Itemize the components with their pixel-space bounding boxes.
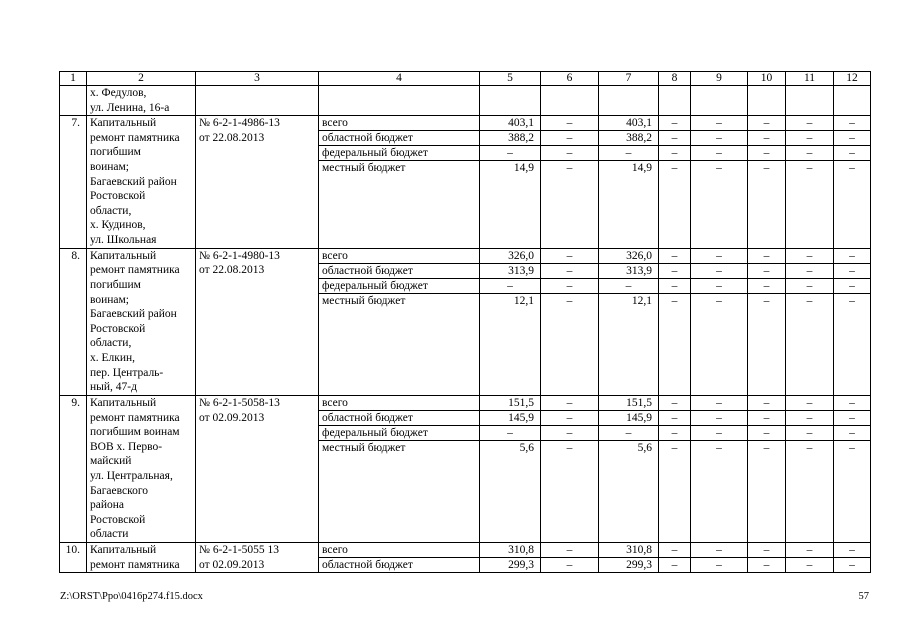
amount-cell: – (541, 146, 599, 161)
amount-cell: 151,5 (599, 395, 659, 410)
empty-cell (196, 86, 319, 116)
amount-cell: – (786, 278, 834, 293)
column-header: 6 (541, 72, 599, 86)
object-description-line: х. Кудинов, (90, 219, 146, 232)
object-description-line: погибшим (90, 146, 141, 159)
object-description-line: майский (90, 455, 132, 468)
object-description-line: пер. Централь- (90, 366, 164, 379)
amount-cell: – (748, 543, 786, 558)
object-description-line: воинам; (90, 160, 129, 173)
amount-cell: – (541, 116, 599, 131)
amount-cell: – (659, 395, 691, 410)
amount-cell: – (786, 263, 834, 278)
amount-cell: – (748, 248, 786, 263)
amount-cell: – (659, 248, 691, 263)
amount-cell: – (659, 425, 691, 440)
expertise-conclusion-line: от 22.08.2013 (199, 264, 265, 277)
amount-cell: – (659, 410, 691, 425)
amount-cell: – (541, 293, 599, 395)
amount-cell: – (691, 410, 748, 425)
row-number: 10. (60, 543, 87, 573)
object-description-line: Ростовской (90, 190, 146, 203)
amount-cell: – (541, 440, 599, 542)
amount-cell: 310,8 (599, 543, 659, 558)
empty-cell (319, 86, 480, 116)
amount-cell: – (691, 131, 748, 146)
amount-cell: – (659, 543, 691, 558)
amount-cell: – (659, 440, 691, 542)
amount-cell: – (691, 558, 748, 573)
expertise-conclusion-line: от 02.09.2013 (199, 411, 265, 424)
amount-cell: – (786, 131, 834, 146)
object-description-line: ремонт памятника (90, 264, 180, 277)
empty-cell (834, 86, 871, 116)
amount-cell: – (691, 116, 748, 131)
empty-cell (599, 86, 659, 116)
amount-cell: – (786, 161, 834, 249)
column-header: 12 (834, 72, 871, 86)
amount-cell: – (834, 395, 871, 410)
object-description-line: района (90, 499, 125, 512)
expertise-conclusion-line: от 22.08.2013 (199, 131, 265, 144)
funding-source: федеральный бюджет (319, 146, 480, 161)
amount-cell: – (599, 146, 659, 161)
object-description-line: ул. Центральная, (90, 469, 173, 482)
amount-cell: – (541, 161, 599, 249)
column-header: 11 (786, 72, 834, 86)
funding-source: федеральный бюджет (319, 425, 480, 440)
amount-cell: – (786, 146, 834, 161)
column-header: 2 (87, 72, 196, 86)
table-body (60, 86, 871, 573)
amount-cell: – (659, 161, 691, 249)
object-description-line: ремонт памятника (90, 411, 180, 424)
amount-cell: – (834, 425, 871, 440)
amount-cell: 403,1 (599, 116, 659, 131)
amount-cell: – (659, 116, 691, 131)
amount-cell: 14,9 (480, 161, 541, 249)
object-description-line: Багаевского (90, 484, 149, 497)
empty-cell (541, 86, 599, 116)
amount-cell: – (691, 146, 748, 161)
object-description (87, 395, 196, 542)
amount-cell: – (541, 263, 599, 278)
object-description-line: Багаевский район (90, 308, 177, 321)
object-description-line: Капитальный (90, 117, 157, 130)
row-number: 9. (60, 395, 87, 542)
amount-cell: – (748, 558, 786, 573)
object-description-line: погибшим (90, 278, 141, 291)
empty-cell (659, 86, 691, 116)
amount-cell: – (659, 146, 691, 161)
amount-cell: – (786, 558, 834, 573)
amount-cell: – (786, 410, 834, 425)
table-row (60, 395, 871, 410)
object-description-line: области, (90, 337, 132, 350)
amount-cell: 388,2 (480, 131, 541, 146)
amount-cell: – (541, 395, 599, 410)
table-row (60, 543, 871, 558)
amount-cell: – (748, 146, 786, 161)
object-description-line: ремонт памятника (90, 558, 180, 571)
amount-cell: – (599, 278, 659, 293)
amount-cell: – (691, 293, 748, 395)
object-description-line: ВОВ х. Перво- (90, 440, 163, 453)
amount-cell: – (834, 293, 871, 395)
funding-source: федеральный бюджет (319, 278, 480, 293)
amount-cell: 326,0 (599, 248, 659, 263)
amount-cell: 5,6 (480, 440, 541, 542)
expertise-conclusion-line: № 6-2-1-4980-13 (199, 249, 280, 262)
object-description-line: области (90, 528, 129, 541)
amount-cell: – (786, 425, 834, 440)
expertise-conclusion-line: № 6-2-1-5058-13 (199, 396, 280, 409)
object-description (87, 86, 196, 116)
amount-cell: – (541, 425, 599, 440)
amount-cell: – (691, 263, 748, 278)
amount-cell: – (786, 116, 834, 131)
amount-cell: – (541, 410, 599, 425)
amount-cell: – (748, 161, 786, 249)
column-number-header (60, 72, 871, 86)
object-description-line: ул. Школьная (90, 233, 157, 246)
amount-cell: – (834, 558, 871, 573)
amount-cell: – (834, 116, 871, 131)
object-description-line: Багаевский район (90, 175, 177, 188)
amount-cell: – (691, 278, 748, 293)
object-description-line: Капитальный (90, 249, 157, 262)
amount-cell: – (691, 395, 748, 410)
amount-cell: 12,1 (599, 293, 659, 395)
object-description (87, 116, 196, 249)
amount-cell: – (659, 131, 691, 146)
amount-cell: – (691, 440, 748, 542)
footer-file-path: Z:\ORST\Ppo\0416p274.f15.docx (60, 591, 203, 602)
column-header: 7 (599, 72, 659, 86)
funding-source: областной бюджет (319, 131, 480, 146)
funding-source: областной бюджет (319, 558, 480, 573)
funding-source: местный бюджет (319, 440, 480, 542)
expertise-conclusion-line: № 6-2-1-5055 13 (199, 544, 279, 557)
expertise-conclusion-line: № 6-2-1-4986-13 (199, 117, 280, 130)
page-number: 57 (858, 591, 869, 602)
row-number: 7. (60, 116, 87, 249)
amount-cell: – (691, 543, 748, 558)
expertise-conclusion (196, 116, 319, 249)
amount-cell: – (786, 543, 834, 558)
amount-cell: 310,8 (480, 543, 541, 558)
amount-cell: – (659, 263, 691, 278)
column-header: 5 (480, 72, 541, 86)
object-description-line: Ростовской (90, 322, 146, 335)
object-description-line: ул. Ленина, 16-а (90, 101, 170, 114)
object-description-line: х. Елкин, (90, 351, 136, 364)
row-number-cell (60, 86, 87, 116)
amount-cell: – (480, 425, 541, 440)
column-header: 9 (691, 72, 748, 86)
amount-cell: 326,0 (480, 248, 541, 263)
object-description-line: ный, 47-д (90, 381, 137, 394)
amount-cell: – (691, 161, 748, 249)
object-description-line: Капитальный (90, 396, 157, 409)
amount-cell: 313,9 (599, 263, 659, 278)
amount-cell: – (834, 278, 871, 293)
amount-cell: 145,9 (599, 410, 659, 425)
amount-cell: 151,5 (480, 395, 541, 410)
amount-cell: – (659, 558, 691, 573)
amount-cell: – (541, 543, 599, 558)
amount-cell: – (659, 278, 691, 293)
column-header: 10 (748, 72, 786, 86)
amount-cell: 14,9 (599, 161, 659, 249)
object-description-line: погибшим воинам (90, 426, 180, 439)
amount-cell: – (659, 293, 691, 395)
funding-source: областной бюджет (319, 263, 480, 278)
amount-cell: – (748, 116, 786, 131)
amount-cell: – (480, 146, 541, 161)
empty-cell (691, 86, 748, 116)
object-description-line: Капитальный (90, 544, 157, 557)
expertise-conclusion-line: от 02.09.2013 (199, 558, 265, 571)
amount-cell: – (786, 248, 834, 263)
amount-cell: – (786, 395, 834, 410)
funding-source: местный бюджет (319, 293, 480, 395)
funding-source: всего (319, 543, 480, 558)
row-number: 8. (60, 248, 87, 395)
amount-cell: – (786, 293, 834, 395)
amount-cell: 313,9 (480, 263, 541, 278)
amount-cell: 388,2 (599, 131, 659, 146)
column-header: 4 (319, 72, 480, 86)
amount-cell: – (748, 293, 786, 395)
amount-cell: 12,1 (480, 293, 541, 395)
amount-cell: – (748, 263, 786, 278)
amount-cell: – (748, 131, 786, 146)
funding-source: областной бюджет (319, 410, 480, 425)
amount-cell: – (834, 248, 871, 263)
table-row (60, 86, 871, 116)
amount-cell: – (834, 543, 871, 558)
empty-cell (748, 86, 786, 116)
funding-source: всего (319, 116, 480, 131)
object-description-line: ремонт памятника (90, 131, 180, 144)
table-row (60, 116, 871, 131)
amount-cell: – (480, 278, 541, 293)
column-header: 8 (659, 72, 691, 86)
amount-cell: 5,6 (599, 440, 659, 542)
budget-table (59, 71, 871, 573)
expertise-conclusion (196, 248, 319, 395)
amount-cell: – (541, 558, 599, 573)
amount-cell: – (691, 248, 748, 263)
amount-cell: – (834, 263, 871, 278)
amount-cell: – (786, 440, 834, 542)
amount-cell: – (541, 131, 599, 146)
amount-cell: – (748, 425, 786, 440)
amount-cell: – (834, 440, 871, 542)
funding-source: всего (319, 395, 480, 410)
object-description (87, 248, 196, 395)
amount-cell: – (748, 410, 786, 425)
funding-source: всего (319, 248, 480, 263)
empty-cell (786, 86, 834, 116)
funding-source: местный бюджет (319, 161, 480, 249)
column-header: 1 (60, 72, 87, 86)
amount-cell: – (541, 278, 599, 293)
amount-cell: – (834, 146, 871, 161)
amount-cell: 299,3 (480, 558, 541, 573)
amount-cell: – (834, 410, 871, 425)
amount-cell: – (748, 278, 786, 293)
table-row (60, 248, 871, 263)
amount-cell: – (541, 248, 599, 263)
amount-cell: – (748, 440, 786, 542)
column-header: 3 (196, 72, 319, 86)
object-description-line: воинам; (90, 293, 129, 306)
header-row (60, 72, 871, 86)
expertise-conclusion (196, 543, 319, 573)
empty-cell (480, 86, 541, 116)
amount-cell: 299,3 (599, 558, 659, 573)
amount-cell: – (748, 395, 786, 410)
amount-cell: 403,1 (480, 116, 541, 131)
object-description (87, 543, 196, 573)
amount-cell: – (691, 425, 748, 440)
object-description-line: х. Федулов, (90, 87, 147, 99)
object-description-line: области, (90, 204, 132, 217)
object-description-line: Ростовской (90, 513, 146, 526)
amount-cell: – (599, 425, 659, 440)
amount-cell: – (834, 131, 871, 146)
expertise-conclusion (196, 395, 319, 542)
amount-cell: – (834, 161, 871, 249)
amount-cell: 145,9 (480, 410, 541, 425)
